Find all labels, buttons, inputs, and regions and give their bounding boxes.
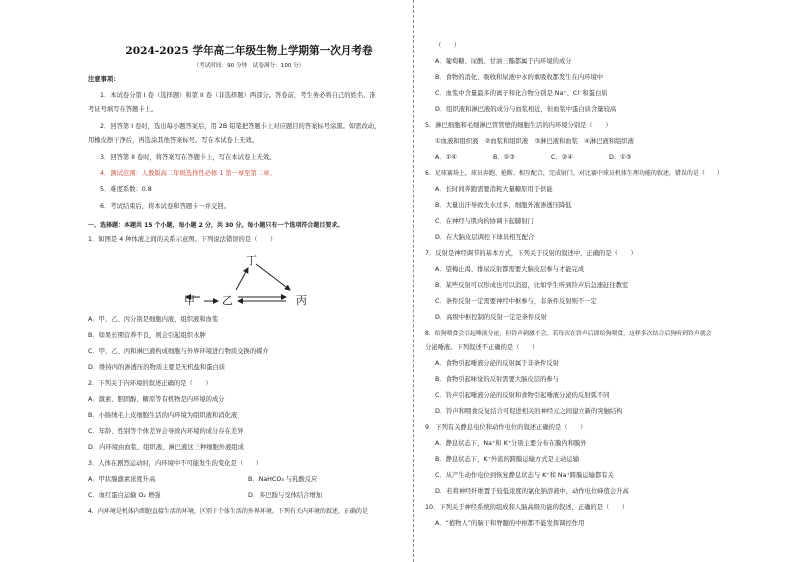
question-option: B．小肠绒毛上皮细胞生活的内环境为组织液和消化液 bbox=[88, 412, 238, 419]
diagram-arrows bbox=[178, 252, 348, 312]
question-option: C．铃声引起唾液分泌的反射和食物引起唾液分泌的反射弧不同 bbox=[435, 392, 610, 399]
question-option: D．若将神经纤维置于较低浓度的氯化钠溶液中，动作电位峰值会升高 bbox=[435, 488, 629, 495]
notice-line: 2．回答第 I 卷时，选出每小题答案后，用 2B 铅笔把答题卡上对应题目的答案标号涂黑。如需改动， bbox=[100, 123, 381, 130]
question-option: B．NaHCO₃ 与乳酸反应 bbox=[248, 476, 318, 483]
question-option: A．葡萄糖、尿酸、甘油三酯都属于内环境的成分 bbox=[435, 58, 572, 65]
question-option: D．组织液和淋巴液的成分与血浆相近，但血浆中蛋白质含量较高 bbox=[435, 106, 617, 113]
notice-line: 5．难度系数：0.8 bbox=[100, 186, 152, 193]
body-fluid-diagram bbox=[178, 252, 348, 312]
notice-line: 3．回答第 II 卷时，将答案写在答题卡上，写在本试卷上无效。 bbox=[100, 154, 276, 161]
question-option: D．①③ bbox=[609, 154, 632, 161]
question-option: D．在大脑皮层调控下球员相互配合 bbox=[435, 234, 535, 241]
diagram-label-ding: 丁 bbox=[246, 254, 257, 267]
arrow-yi-to-ding bbox=[236, 268, 248, 290]
question-stem: 2．下列关于内环境的叙述正确的是（ ） bbox=[88, 380, 212, 387]
question-option: A．望梅止渴、排尿反射都需要大脑皮层参与才能完成 bbox=[435, 266, 585, 273]
question-option: A．甲状腺激素浓度升高 bbox=[88, 476, 156, 483]
question-stem: 10．下列关于神经系统的组成和人脑高级功能的叙述，正确的是（ ） bbox=[425, 504, 629, 511]
notice-line: 1．本试卷分第 I 卷（选择题）和第 II 卷（非选择题）两部分。答卷前，考生务必将自己的姓名、准 bbox=[100, 92, 376, 99]
diagram-label-jia: 甲 bbox=[184, 294, 195, 307]
question-option: C．从产生动作电位到恢复静息状态与 K⁺和 Na⁺跨膜运输都有关 bbox=[435, 472, 614, 479]
question-stem: 9．下列有关静息电位和动作电位的叙述正确的是（ ） bbox=[425, 424, 587, 431]
notice-line: 用橡皮擦干净后，再选涂其他答案标号。写在本试卷上无效。 bbox=[88, 137, 259, 144]
question-stem: 1．如图是 4 种体液之间的关系示意图。下列说法错误的是（ ） bbox=[88, 236, 277, 243]
question-option: C．在神经与肌肉的协调下起脚射门 bbox=[435, 218, 534, 225]
question-option: D．内环境由血浆、组织液、淋巴液这三种细胞外液组成 bbox=[88, 444, 244, 451]
question-option: C．血红蛋白运输 O₂ 增强 bbox=[88, 492, 161, 499]
question-option: A．静息状态下，Na⁺和 K⁺分别主要分布在膜内和膜外 bbox=[435, 440, 587, 447]
question-option: A．食物引起唾液分泌的反射属于非条件反射 bbox=[435, 360, 559, 367]
notice-line: 6．考试结束后，将本试卷和答题卡一并交回。 bbox=[100, 203, 230, 210]
question-option: C．年龄、性别等个体差异会导致内环境的成分存在差异 bbox=[88, 428, 244, 435]
question-stem: 8．给狗喂食会引起唾液分泌，但铃声刺激不会。若每次在铃声后即给狗喂食，这样多次结合后狗听到铃声就会 bbox=[425, 331, 712, 337]
question-stem: 4．内环境是机体内细胞直接生活的环境，区别于个体生活的外界环境。下列有关内环境的叙述，正确的是 bbox=[88, 508, 368, 515]
column-divider bbox=[413, 0, 414, 562]
question-stem: 3．人体在剧烈运动时，内环境中不可能发生的变化是（ ） bbox=[88, 460, 263, 467]
question-option: B．食物引起味觉的反射需要大脑皮层的参与 bbox=[435, 376, 559, 383]
option-row bbox=[88, 476, 408, 484]
question-option: C．②④ bbox=[551, 154, 573, 161]
diagram-label-bing: 丙 bbox=[296, 294, 307, 307]
question-option: B．如果长期营养不良，则会引起组织水肿 bbox=[88, 332, 206, 339]
question-option: D．铃声和喂食反复结合可促进相关的神经元之间建立新的突触结构 bbox=[435, 408, 623, 415]
question-option: D．多巴胺与受体结合增加 bbox=[248, 492, 323, 499]
question-option: B．静息状态下，K⁺外流的跨膜运输方式是主动运输 bbox=[435, 456, 580, 463]
option-row bbox=[435, 154, 667, 162]
question-option: B．食物的消化、吸收和尿液中水的重吸收都发生在内环境中 bbox=[435, 74, 604, 81]
notice-line-scope: 4．测试范围：人教版高二年级选择性必修 1 第一章至第二章。 bbox=[100, 170, 276, 177]
question-option: D．维持丙的渗透压的物质主要是无机盐和蛋白质 bbox=[88, 364, 226, 371]
question-option: B．大量出汗导致失水过多，细胞外液渗透压降低 bbox=[435, 202, 572, 209]
exam-subtitle: （考试时间：90 分钟 试卷满分：100 分） bbox=[193, 63, 305, 69]
question-stem-cont: 分泌唾液。下列叙述不正确的是（ ） bbox=[425, 344, 539, 351]
question-option: C．血浆中含量最多的离子和化合物分别是 Na⁺、Cl⁻和蛋白质 bbox=[435, 90, 608, 97]
question-option: A．①④ bbox=[435, 154, 457, 161]
question-option: A．激素、胆固醇、糖原等有机物是内环境的成分 bbox=[88, 396, 225, 403]
notice-line: 考证号填写在答题卡上。 bbox=[88, 106, 158, 113]
option-row bbox=[88, 492, 408, 500]
answer-bracket: （ ） bbox=[435, 42, 461, 49]
question-items: ①血液和组织液 ②血浆和组织液 ③淋巴液和血浆 ④淋巴液和组织液 bbox=[435, 138, 634, 145]
question-option: B．②③ bbox=[493, 154, 515, 161]
question-option: C．条件反射一定需要神经中枢参与，非条件反射则不一定 bbox=[435, 298, 597, 305]
question-stem: 7．反射是神经调节的基本方式，下列关于反射的叙述中，正确的是（ ） bbox=[425, 250, 637, 257]
section-heading: 一、选择题：本题共 15 个小题，每小题 2 分，共 30 分。每小题只有一个选项符合题目要求。 bbox=[88, 222, 344, 229]
question-option: A．“植物人”的脑干和脊髓的中枢都不能发挥调控作用 bbox=[435, 520, 585, 527]
exam-title: 2024-2025 学年高二年级生物上学期第一次月考卷 bbox=[125, 45, 373, 57]
question-option: C．甲、乙、丙和淋巴液构成细胞与外界环境进行物质交换的媒介 bbox=[88, 348, 269, 355]
question-option: A．长时间奔跑需要消耗大量糖原用于供能 bbox=[435, 186, 553, 193]
question-stem: 6．足球赛场上，球员奔跑、抢断、相互配合，完成射门。对比赛中球员机体生理功能的叙述，错误的是（ ） bbox=[425, 170, 723, 177]
diagram-label-yi: 乙 bbox=[222, 294, 233, 307]
arrow-ding-to-bing bbox=[256, 264, 290, 290]
question-option: B．某些反射可以形成也可以消退，比如学生听到铃声后急速赶往教室 bbox=[435, 282, 629, 289]
notice-header: 注意事项： bbox=[88, 76, 120, 83]
question-option: D．高级中枢控制的反射一定是条件反射 bbox=[435, 314, 547, 321]
question-option: A．甲、乙、丙分别是细胞内液、组织液和血浆 bbox=[88, 316, 219, 323]
question-stem: 5．淋巴细胞和毛细淋巴管管壁的细胞生活的内环境分别是（ ） bbox=[425, 122, 612, 129]
